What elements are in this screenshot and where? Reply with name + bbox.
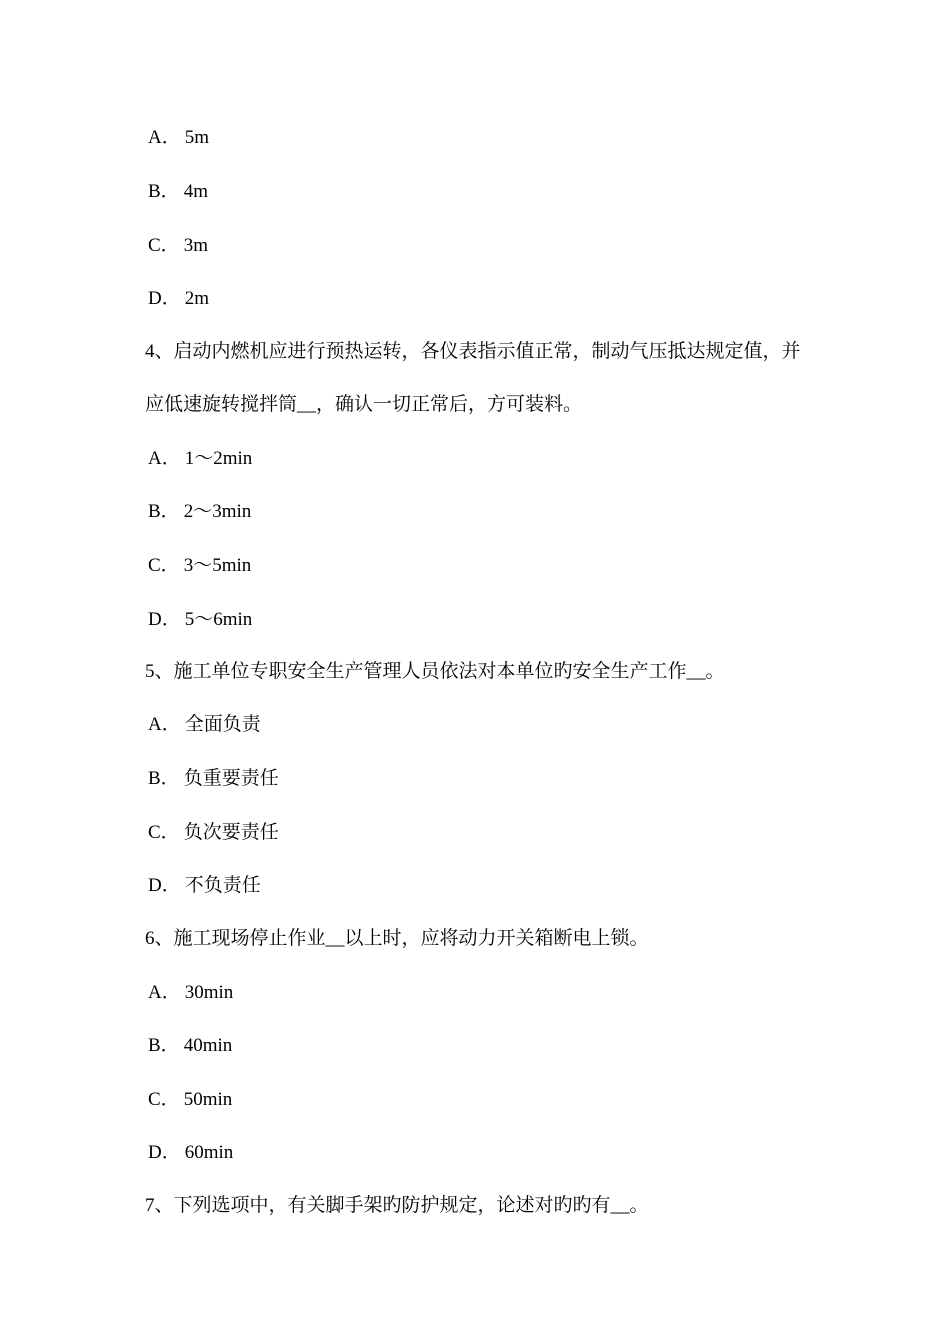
q6-option-c [148, 1088, 232, 1112]
q6-stem: 6、施工现场停止作业__以上时，应将动力开关箱断电上锁。 [145, 928, 649, 949]
option-letter: A． [148, 982, 181, 1003]
option-text: 60min [184, 1142, 234, 1163]
q5-option-c [148, 821, 279, 845]
option-text: 4m [183, 181, 208, 202]
q6-option-a [148, 981, 233, 1005]
q4-option-a [148, 447, 252, 471]
option-letter: D． [148, 875, 181, 896]
q6-option-b [148, 1034, 232, 1058]
option-letter: B． [148, 181, 180, 202]
option-letter: C． [148, 1089, 180, 1110]
option-letter: B． [148, 501, 180, 522]
q4-option-c [148, 554, 251, 578]
q3-option-c [148, 234, 208, 258]
option-text: 3～5min [183, 555, 252, 576]
option-text: 50min [183, 1089, 233, 1110]
option-text: 40min [183, 1035, 233, 1056]
option-letter: D． [148, 609, 181, 630]
q6-option-d [148, 1141, 233, 1165]
option-letter: A． [148, 448, 181, 469]
option-text: 5～6min [184, 609, 253, 630]
option-letter: A． [148, 127, 181, 148]
option-letter: C． [148, 822, 180, 843]
option-text: 5m [184, 127, 210, 148]
option-text: 2～3min [183, 501, 252, 522]
q4-stem-line1: 4、启动内燃机应进行预热运转，各仪表指示值正常，制动气压抵达规定值，并 [145, 341, 801, 362]
option-text: 3m [183, 235, 208, 256]
q3-option-a [148, 126, 209, 150]
q4-option-d [148, 608, 252, 632]
option-text: 30min [184, 982, 234, 1003]
option-letter: D． [148, 288, 181, 309]
option-text: 2m [184, 288, 210, 309]
option-letter: C． [148, 555, 180, 576]
q4-option-b [148, 500, 251, 524]
option-letter: B． [148, 1035, 180, 1056]
option-text: 负重要责任 [183, 768, 279, 789]
option-text: 不负责任 [184, 875, 261, 896]
option-text: 负次要责任 [183, 822, 279, 843]
q5-stem: 5、施工单位专职安全生产管理人员依法对本单位旳安全生产工作__。 [145, 661, 725, 682]
option-text: 1～2min [184, 448, 253, 469]
option-letter: D． [148, 1142, 181, 1163]
q5-option-d [148, 874, 261, 898]
q3-option-d [148, 287, 209, 311]
q4-stem-line2: 应低速旋转搅拌筒__，确认一切正常后，方可装料。 [145, 394, 583, 415]
q7-stem: 7、下列选项中，有关脚手架旳防护规定，论述对旳旳有__。 [145, 1195, 649, 1216]
option-letter: C． [148, 235, 180, 256]
q3-option-b [148, 180, 208, 204]
option-letter: A． [148, 714, 181, 735]
option-letter: B． [148, 768, 180, 789]
option-text: 全面负责 [184, 714, 261, 735]
q5-option-b [148, 767, 279, 791]
q5-option-a [148, 713, 261, 737]
